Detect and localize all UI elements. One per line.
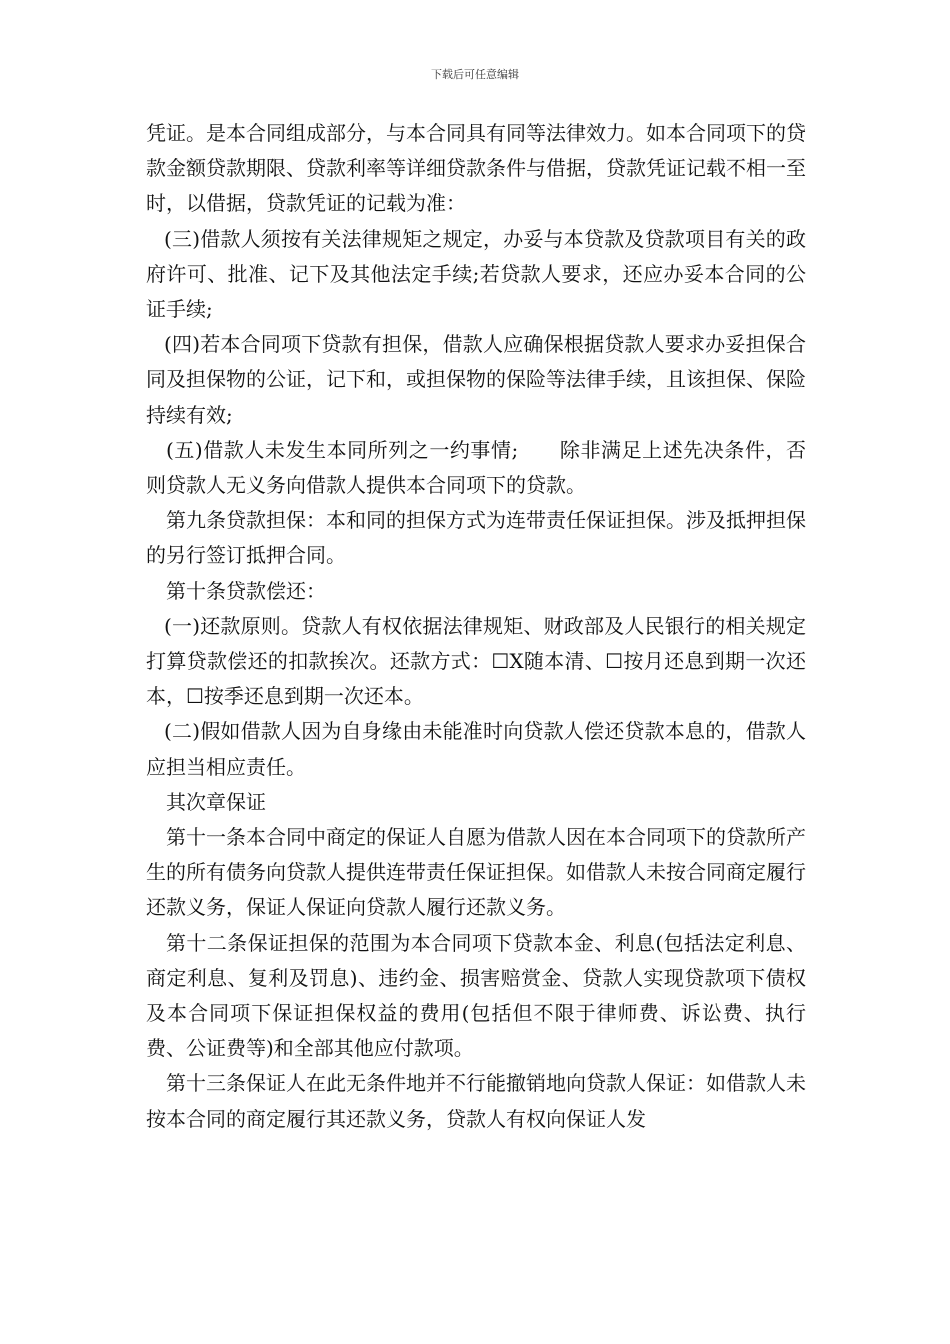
chapter-heading: 其次章保证 <box>166 789 266 814</box>
paragraph-article-11: 第十一条本合同中商定的保证人自愿为借款人因在本合同项下的贷款所产生的所有债务向贷款人提供连带责任保证担保。如借款人未按合同商定履行还款义务，保证人保证向贷款人履行还款义务。 <box>146 825 806 920</box>
paragraph-article-9: 第九条贷款担保：本和同的担保方式为连带责任保证担保。涉及抵押担保的另行签订抵押合同。 <box>146 508 806 568</box>
paragraph-clause-4: (四)若本合同项下贷款有担保，借款人应确保根据贷款人要求办妥担保合同及担保物的公证，记下和，或担保物的保险等法律手续，且该担保、保险持续有效; <box>146 332 806 427</box>
paragraph-repayment-principle: (一)还款原则。贷款人有权依据法律规矩、财政部及人民银行的相关规定打算贷款偿还的扣款挨次。还款方式：☐X随本清、☐按月还息到期一次还本，☐按季还息到期一次还本。 <box>146 613 806 709</box>
paragraph-clause-3: (三)借款人须按有关法律规矩之规定，办妥与本贷款及贷款项目有关的政府许可、批准、记下及其他法定手续;若贷款人要求，还应办妥本合同的公证手续; <box>146 226 806 322</box>
paragraph-article-12: 第十二条保证担保的范围为本合同项下贷款本金、利息(包括法定利息、商定利息、复利及罚息)、违约金、损害赔赏金、贷款人实现贷款项下债权及本合同项下保证担保权益的费用(包括但不限于律师费、诉讼费、执行费、公证费等)和全部其他应付款项。 <box>146 930 806 1061</box>
page-header: 下载后可任意编辑 <box>431 68 519 81</box>
paragraph-article-13: 第十三条保证人在此无条件地并不行能撤销地向贷款人保证：如借款人未按本合同的商定履行其还款义务，贷款人有权向保证人发 <box>146 1071 806 1131</box>
document-body <box>146 116 806 1137</box>
paragraph-repayment-liability: (二)假如借款人因为自身缘由未能准时向贷款人偿还贷款本息的，借款人应担当相应责任。 <box>146 719 806 779</box>
paragraph-continuation: 凭证。是本合同组成部分，与本合同具有同等法律效力。如本合同项下的贷款金额贷款期限、贷款利率等详细贷款条件与借据，贷款凭证记载不相一至时，以借据，贷款凭证的记载为准： <box>146 121 806 216</box>
paragraph-article-10: 第十条贷款偿还： <box>166 578 326 603</box>
paragraph-clause-5: (五)借款人未发生本同所列之一约事情; 除非满足上述先决条件，否则贷款人无义务向借款人提供本合同项下的贷款。 <box>146 437 806 498</box>
